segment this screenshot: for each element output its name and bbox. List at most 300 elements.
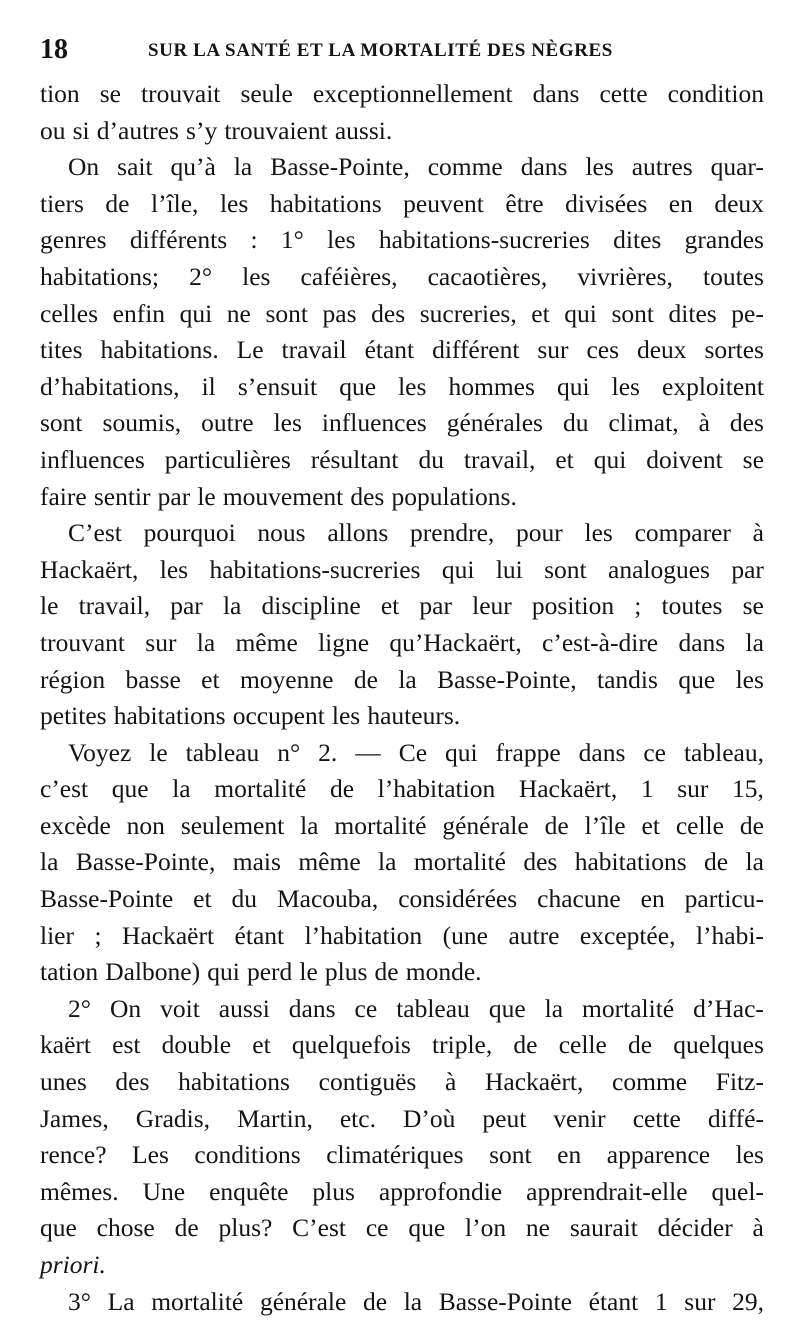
word: caféières, — [300, 261, 398, 291]
word: des — [729, 408, 764, 438]
text-line — [40, 625, 764, 662]
word: l’on — [465, 1213, 507, 1243]
word: pour — [516, 518, 563, 548]
word: résultant — [310, 444, 399, 474]
word: tation — [40, 957, 99, 987]
word: ligne — [318, 627, 370, 657]
word: mouvement — [222, 481, 344, 511]
word: et — [531, 298, 550, 328]
word: habitations — [269, 188, 382, 218]
word: les — [327, 225, 356, 255]
word: petites — [40, 701, 107, 731]
text-line — [40, 186, 764, 223]
word: par — [419, 591, 452, 621]
word: de — [374, 957, 399, 987]
word: se — [742, 591, 764, 621]
word: différents — [129, 225, 228, 255]
word: tiers — [40, 188, 84, 218]
word: les — [735, 664, 764, 694]
word: qu’Hackaërt, — [389, 627, 522, 657]
word: cette — [632, 1103, 681, 1133]
word: Martin, — [237, 1103, 313, 1133]
word: mêmes. — [40, 1176, 119, 1206]
text-line — [40, 369, 764, 406]
word: double — [161, 1030, 232, 1060]
word: divisées — [565, 188, 648, 218]
word: Basse-Pointe — [438, 1286, 572, 1316]
text-line — [40, 735, 764, 772]
word: tandis — [597, 664, 658, 694]
word: conditions — [194, 1140, 301, 1170]
word: ce — [643, 737, 666, 767]
word: des — [371, 298, 406, 328]
word: en — [557, 1140, 582, 1170]
word: à — [752, 518, 764, 548]
word: venir — [553, 1103, 606, 1133]
word: Une — [142, 1176, 186, 1206]
word: de — [739, 810, 764, 840]
word: 2° — [68, 993, 91, 1023]
word: des — [350, 481, 385, 511]
word: Basse-Pointe, — [270, 152, 410, 182]
word: la — [403, 1286, 423, 1316]
word: de — [329, 774, 355, 804]
text-line — [40, 1174, 764, 1211]
text-line — [40, 918, 764, 955]
word: les — [331, 701, 361, 731]
word: dans — [520, 152, 568, 182]
word: diffé- — [707, 1103, 764, 1133]
word: la — [40, 847, 59, 877]
word: voit — [160, 993, 200, 1023]
word: sur — [677, 774, 709, 804]
text-line — [40, 954, 764, 991]
word: discipline — [261, 591, 361, 621]
word: etc. — [339, 1103, 376, 1133]
word: la — [745, 627, 764, 657]
word: qui — [593, 444, 627, 474]
word: la — [398, 664, 417, 694]
word: étant — [234, 920, 285, 950]
word: hauteurs. — [367, 701, 461, 731]
word: mortalité — [151, 1286, 244, 1316]
word: différent — [432, 335, 520, 365]
text-line — [40, 113, 764, 150]
word: ; — [634, 591, 642, 621]
word: qui — [556, 371, 590, 401]
word: c’est — [40, 774, 89, 804]
word: la — [745, 847, 764, 877]
word: la — [196, 627, 216, 657]
word: la — [222, 591, 242, 621]
word: sont — [40, 408, 83, 438]
text-line — [40, 515, 764, 552]
word: Hackaërt, — [485, 1067, 584, 1097]
word: et — [252, 1030, 271, 1060]
word: sur — [537, 335, 569, 365]
word: allons — [327, 518, 389, 548]
word: 15, — [732, 774, 764, 804]
word: le — [299, 957, 318, 987]
word: et — [555, 444, 574, 474]
word: lier — [40, 920, 74, 950]
word: travail, — [463, 444, 536, 474]
word: à — [698, 408, 710, 438]
word: trouvant — [40, 627, 125, 657]
word: ou — [40, 115, 66, 145]
word: C’est — [68, 518, 122, 548]
word: qui — [207, 957, 240, 987]
text-line — [40, 479, 764, 516]
word: du — [418, 444, 444, 474]
word: ces — [586, 335, 620, 365]
word: les — [219, 188, 249, 218]
word: : — [250, 225, 258, 255]
text-line — [40, 259, 764, 296]
word: plus — [324, 957, 368, 987]
word: sucreries, — [419, 298, 517, 328]
word: de — [628, 1030, 653, 1060]
word: de — [704, 847, 729, 877]
word: triple, — [432, 1030, 493, 1060]
word: sur — [145, 627, 177, 657]
word: perd — [246, 957, 293, 987]
word: même — [298, 847, 361, 877]
word: quelquefois — [291, 1030, 411, 1060]
word: outre — [201, 408, 254, 438]
word: être — [505, 188, 544, 218]
word: 1° — [280, 225, 304, 255]
word: quelques — [673, 1030, 764, 1060]
word: 2. — [318, 737, 338, 767]
word: les — [242, 261, 271, 291]
word: habitations; — [40, 261, 159, 291]
word: doivent — [646, 444, 723, 474]
word: sont — [611, 298, 654, 328]
word: lui — [495, 554, 523, 584]
word: Gradis, — [135, 1103, 211, 1133]
word: faire — [40, 481, 87, 511]
text-line — [40, 881, 764, 918]
word: C’est — [292, 1213, 346, 1243]
word: les — [611, 371, 640, 401]
word: On — [109, 993, 142, 1023]
text-line — [40, 552, 764, 589]
word: il — [201, 371, 216, 401]
word: exploitent — [662, 371, 764, 401]
word: analogues — [608, 554, 710, 584]
word: ce — [354, 993, 378, 1023]
word: grandes — [684, 225, 764, 255]
text-line — [40, 1247, 764, 1284]
word: mortalité — [582, 993, 675, 1023]
word: non — [126, 810, 165, 840]
word: trouvaient — [224, 115, 328, 145]
word: habitations — [574, 847, 687, 877]
word: Basse-Pointe, — [75, 847, 216, 877]
word: dans — [532, 79, 580, 108]
word: ne — [226, 298, 251, 328]
word: l’habitation — [304, 920, 423, 950]
word: les — [159, 554, 189, 584]
word: deux — [714, 188, 764, 218]
word: excède — [40, 810, 111, 840]
word: populations. — [391, 481, 517, 511]
word: aussi. — [334, 115, 393, 145]
word: climatériques — [326, 1140, 464, 1170]
word: qui — [441, 554, 475, 584]
word: Basse-Pointe — [40, 884, 174, 914]
word: (une — [442, 920, 488, 950]
word: 29, — [732, 1286, 764, 1316]
word: particulières — [164, 444, 291, 474]
word: de — [362, 1286, 388, 1316]
text-line — [40, 1101, 764, 1138]
text-line — [40, 698, 764, 735]
text-line — [40, 222, 764, 259]
word: hommes — [448, 371, 535, 401]
word: kaërt — [40, 1030, 91, 1060]
word: approfondie — [378, 1176, 503, 1206]
word: toutes — [661, 591, 723, 621]
word: travail — [281, 335, 347, 365]
word: à — [752, 1213, 764, 1243]
word: peut — [482, 1103, 527, 1133]
word: 1 — [640, 774, 654, 804]
word: leur — [472, 591, 512, 621]
word: tableau — [185, 737, 260, 767]
word: habitations. — [100, 335, 219, 365]
text-line — [40, 588, 764, 625]
word: que — [111, 774, 149, 804]
word: le — [40, 591, 59, 621]
word: l’île — [584, 810, 626, 840]
word: générale — [442, 810, 529, 840]
word: par — [731, 554, 764, 584]
word: ne — [525, 1213, 550, 1243]
word: du — [562, 408, 589, 438]
word: enquête — [209, 1176, 289, 1206]
word: position — [531, 591, 615, 621]
word: c’est-à-dire — [542, 627, 659, 657]
word: étant — [364, 335, 415, 365]
word: qui — [564, 298, 597, 328]
word: Les — [132, 1140, 169, 1170]
word: influences — [321, 408, 427, 438]
word: qui — [179, 298, 213, 328]
text-line — [40, 405, 764, 442]
word: priori. — [40, 1250, 106, 1279]
word: considérées — [398, 884, 518, 914]
word: exceptée, — [579, 920, 676, 950]
word: moyenne — [239, 664, 334, 694]
word: toutes — [703, 261, 764, 291]
word: trouvait — [141, 79, 221, 108]
word: 3° — [68, 1286, 91, 1316]
body-text — [40, 76, 764, 1320]
word: seulement — [180, 810, 285, 840]
word: ; — [94, 920, 102, 950]
word: les — [584, 518, 613, 548]
word: saurait — [569, 1213, 638, 1243]
text-line — [40, 442, 764, 479]
word: le — [149, 737, 168, 767]
word: sont — [544, 554, 587, 584]
word: sont — [489, 1140, 532, 1170]
text-line — [40, 808, 764, 845]
word: les — [398, 371, 427, 401]
word: les — [585, 152, 614, 182]
word: l’île, — [150, 188, 199, 218]
word: du — [231, 884, 257, 914]
word: sait — [117, 152, 153, 182]
word: rence? — [40, 1140, 107, 1170]
word: tites — [40, 335, 83, 365]
page-number: 18 — [40, 34, 68, 65]
word: si — [72, 115, 90, 145]
text-line — [40, 76, 764, 113]
word: et — [201, 664, 220, 694]
text-line — [40, 149, 764, 186]
word: seule — [240, 79, 293, 108]
word: à — [445, 1067, 457, 1097]
word: comme — [612, 1067, 688, 1097]
word: 2° — [189, 261, 213, 291]
word: la — [300, 810, 319, 840]
word: Hackaërt, — [40, 554, 139, 584]
word: cacaotières, — [427, 261, 548, 291]
word: que — [408, 1213, 446, 1243]
word: frappe — [495, 737, 561, 767]
word: celle — [558, 1030, 607, 1060]
word: même — [235, 627, 298, 657]
word: des — [115, 1067, 150, 1097]
word: Dalbone) — [105, 957, 201, 987]
word: par — [170, 591, 203, 621]
word: région — [40, 664, 106, 694]
word: climat, — [608, 408, 679, 438]
word: la — [544, 993, 564, 1023]
word: et — [193, 884, 212, 914]
word: celle — [675, 810, 724, 840]
word: d’autres — [96, 115, 179, 145]
word: le — [197, 481, 216, 511]
word: Fitz- — [715, 1067, 764, 1097]
word: quel- — [711, 1176, 764, 1206]
word: sur — [684, 1286, 716, 1316]
word: tableau — [396, 993, 470, 1023]
word: dans — [578, 737, 626, 767]
word: soumis, — [102, 408, 182, 438]
word: les — [273, 408, 302, 438]
word: la — [172, 774, 191, 804]
word: 1 — [654, 1286, 668, 1316]
word: s’y — [186, 115, 218, 145]
word: dans — [288, 993, 336, 1023]
word: qui — [444, 737, 478, 767]
word: habitations — [113, 701, 226, 731]
word: dites — [668, 298, 717, 328]
word: en — [640, 884, 665, 914]
word: d’habitations, — [40, 371, 180, 401]
word: Ce — [398, 737, 428, 767]
word: tableau, — [683, 737, 764, 767]
word: s’ensuit — [237, 371, 318, 401]
running-title: SUR LA SANTÉ ET LA MORTALITÉ DES NÈGRES — [148, 40, 613, 61]
word: est — [112, 1030, 141, 1060]
word: celles — [40, 298, 99, 328]
word: des — [523, 847, 558, 877]
word: dites — [613, 225, 662, 255]
word: On — [68, 152, 100, 182]
word: et — [380, 591, 400, 621]
word: les — [735, 1140, 764, 1170]
word: l’habitation — [377, 774, 496, 804]
word: étant — [588, 1286, 639, 1316]
text-line — [40, 1137, 764, 1174]
word: La — [107, 1286, 135, 1316]
text-line — [40, 662, 764, 699]
text-line — [40, 771, 764, 808]
word: sortes — [704, 335, 764, 365]
word: mais — [232, 847, 281, 877]
word: la — [233, 152, 253, 182]
page-header — [40, 34, 770, 66]
word: exceptionnellement — [312, 79, 513, 108]
text-line — [40, 991, 764, 1028]
word: générales — [446, 408, 543, 438]
word: Hackaërt, — [518, 774, 618, 804]
word: influences — [40, 444, 145, 474]
word: en — [668, 188, 693, 218]
word: Basse-Pointe, — [437, 664, 577, 694]
word: que — [678, 664, 716, 694]
word: et — [641, 810, 660, 840]
word: James, — [40, 1103, 109, 1133]
word: occupent — [232, 701, 325, 731]
word: — — [355, 737, 381, 767]
word: comme — [427, 152, 503, 182]
word: Macouba, — [276, 884, 379, 914]
word: que — [339, 371, 377, 401]
word: mortalité — [214, 774, 307, 804]
word: enfin — [112, 298, 166, 328]
word: de — [544, 810, 569, 840]
word: de — [353, 664, 378, 694]
word: unes — [40, 1067, 87, 1097]
word: plus? — [218, 1213, 273, 1243]
word: quar- — [710, 152, 764, 182]
word: Le — [236, 335, 264, 365]
word: monde. — [405, 957, 482, 987]
text-line — [40, 332, 764, 369]
word: habitations-sucreries — [378, 225, 590, 255]
word: Voyez — [68, 737, 132, 767]
word: Hackaërt — [122, 920, 215, 950]
text-line — [40, 1027, 764, 1064]
word: autre — [508, 920, 560, 950]
text-line — [40, 1210, 764, 1247]
word: n° — [277, 737, 301, 767]
word: sentir — [93, 481, 151, 511]
word: de — [513, 1030, 538, 1060]
word: cette — [599, 79, 648, 108]
word: vivrières, — [577, 261, 673, 291]
word: l’habi- — [695, 920, 764, 950]
text-line — [40, 296, 764, 333]
word: D’où — [402, 1103, 456, 1133]
word: tion — [40, 79, 80, 108]
